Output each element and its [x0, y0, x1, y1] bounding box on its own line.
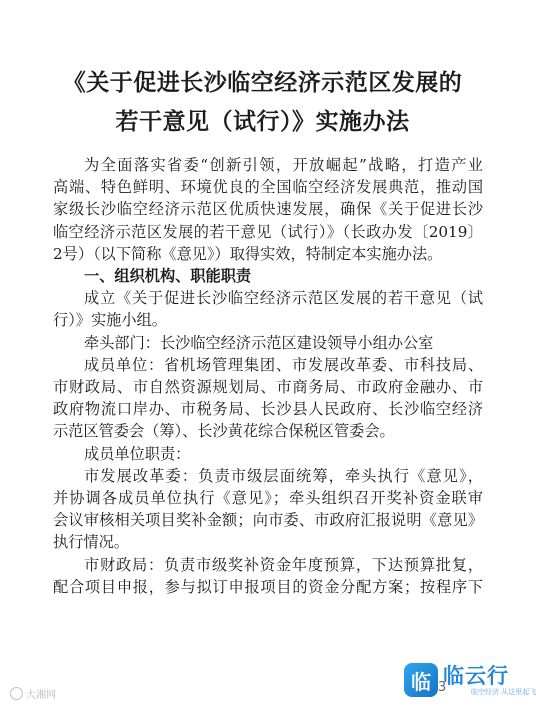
- paragraph-line: 会议审核相关项目奖补金额；向市委、市政府汇报说明《意见》: [53, 511, 483, 530]
- paragraph-line: 临空经济示范区发展的若干意见（试行）》（长政办发〔2019〕: [53, 222, 483, 241]
- plane-logo-icon: 临: [404, 663, 438, 697]
- paragraph-line: 市发展改革委：负责市级层面统筹，牵头执行《意见》，: [84, 466, 483, 485]
- paragraph-line: 2号）（以下简称《意见》）取得实效，特制定本实施办法。: [53, 244, 443, 263]
- watermark-text: 大湘网: [26, 690, 56, 701]
- section-heading: 一、组织机构、职能职责: [84, 267, 252, 286]
- paragraph-line: 成员单位职责：: [84, 444, 191, 463]
- paragraph-line: 成员单位：省机场管理集团、市发展改革委、市科技局、: [84, 355, 483, 374]
- paragraph-line: 行）》实施小组。: [53, 311, 167, 330]
- logo-text: [443, 664, 536, 697]
- document-title-line-2: 若干意见（试行）》实施办法: [115, 108, 410, 135]
- paragraph-line: 市财政局、市自然资源规划局、市商务局、市政府金融办、市: [53, 378, 483, 397]
- paragraph-line: 家级长沙临空经济示范区优质快速发展，确保《关于促进长沙: [53, 200, 483, 219]
- paragraph-line: 市财政局：负责市级奖补资金年度预算，下达预算批复，: [84, 555, 483, 574]
- paragraph-line: 政府物流口岸办、市税务局、长沙县人民政府、长沙临空经济: [53, 400, 483, 419]
- paragraph-line: 成立《关于促进长沙临空经济示范区发展的若干意见（试: [84, 289, 483, 308]
- watermark-icon: [10, 687, 23, 700]
- app-logo: [404, 655, 536, 705]
- paragraph-line: 为全面落实省委“创新引领，开放崛起”战略，打造产业: [84, 156, 483, 174]
- paragraph-line: 配合项目申报，参与拟订申报项目的资金分配方案；按程序下: [53, 577, 483, 596]
- paragraph-line: 示范区管委会（筹）、长沙黄花综合保税区管委会。: [53, 422, 395, 441]
- logo-slogan: 临空经济 从这里起飞: [471, 687, 536, 696]
- paragraph-line: 高端、特色鲜明、环境优良的全国临空经济发展典范，推动国: [53, 178, 483, 197]
- source-watermark: [10, 686, 56, 701]
- page-number: 3: [438, 680, 447, 695]
- paragraph-line: 牵头部门：长沙临空经济示范区建设领导小组办公室: [84, 333, 434, 352]
- paragraph-line: 执行情况。: [53, 533, 129, 552]
- logo-name: 临云行: [443, 663, 509, 688]
- document-title-line-1: 《关于促进长沙临空经济示范区发展的: [62, 69, 463, 96]
- paragraph-line: 并协调各成员单位执行《意见》；牵头组织召开奖补资金联审: [53, 489, 483, 508]
- document-body: [53, 154, 483, 598]
